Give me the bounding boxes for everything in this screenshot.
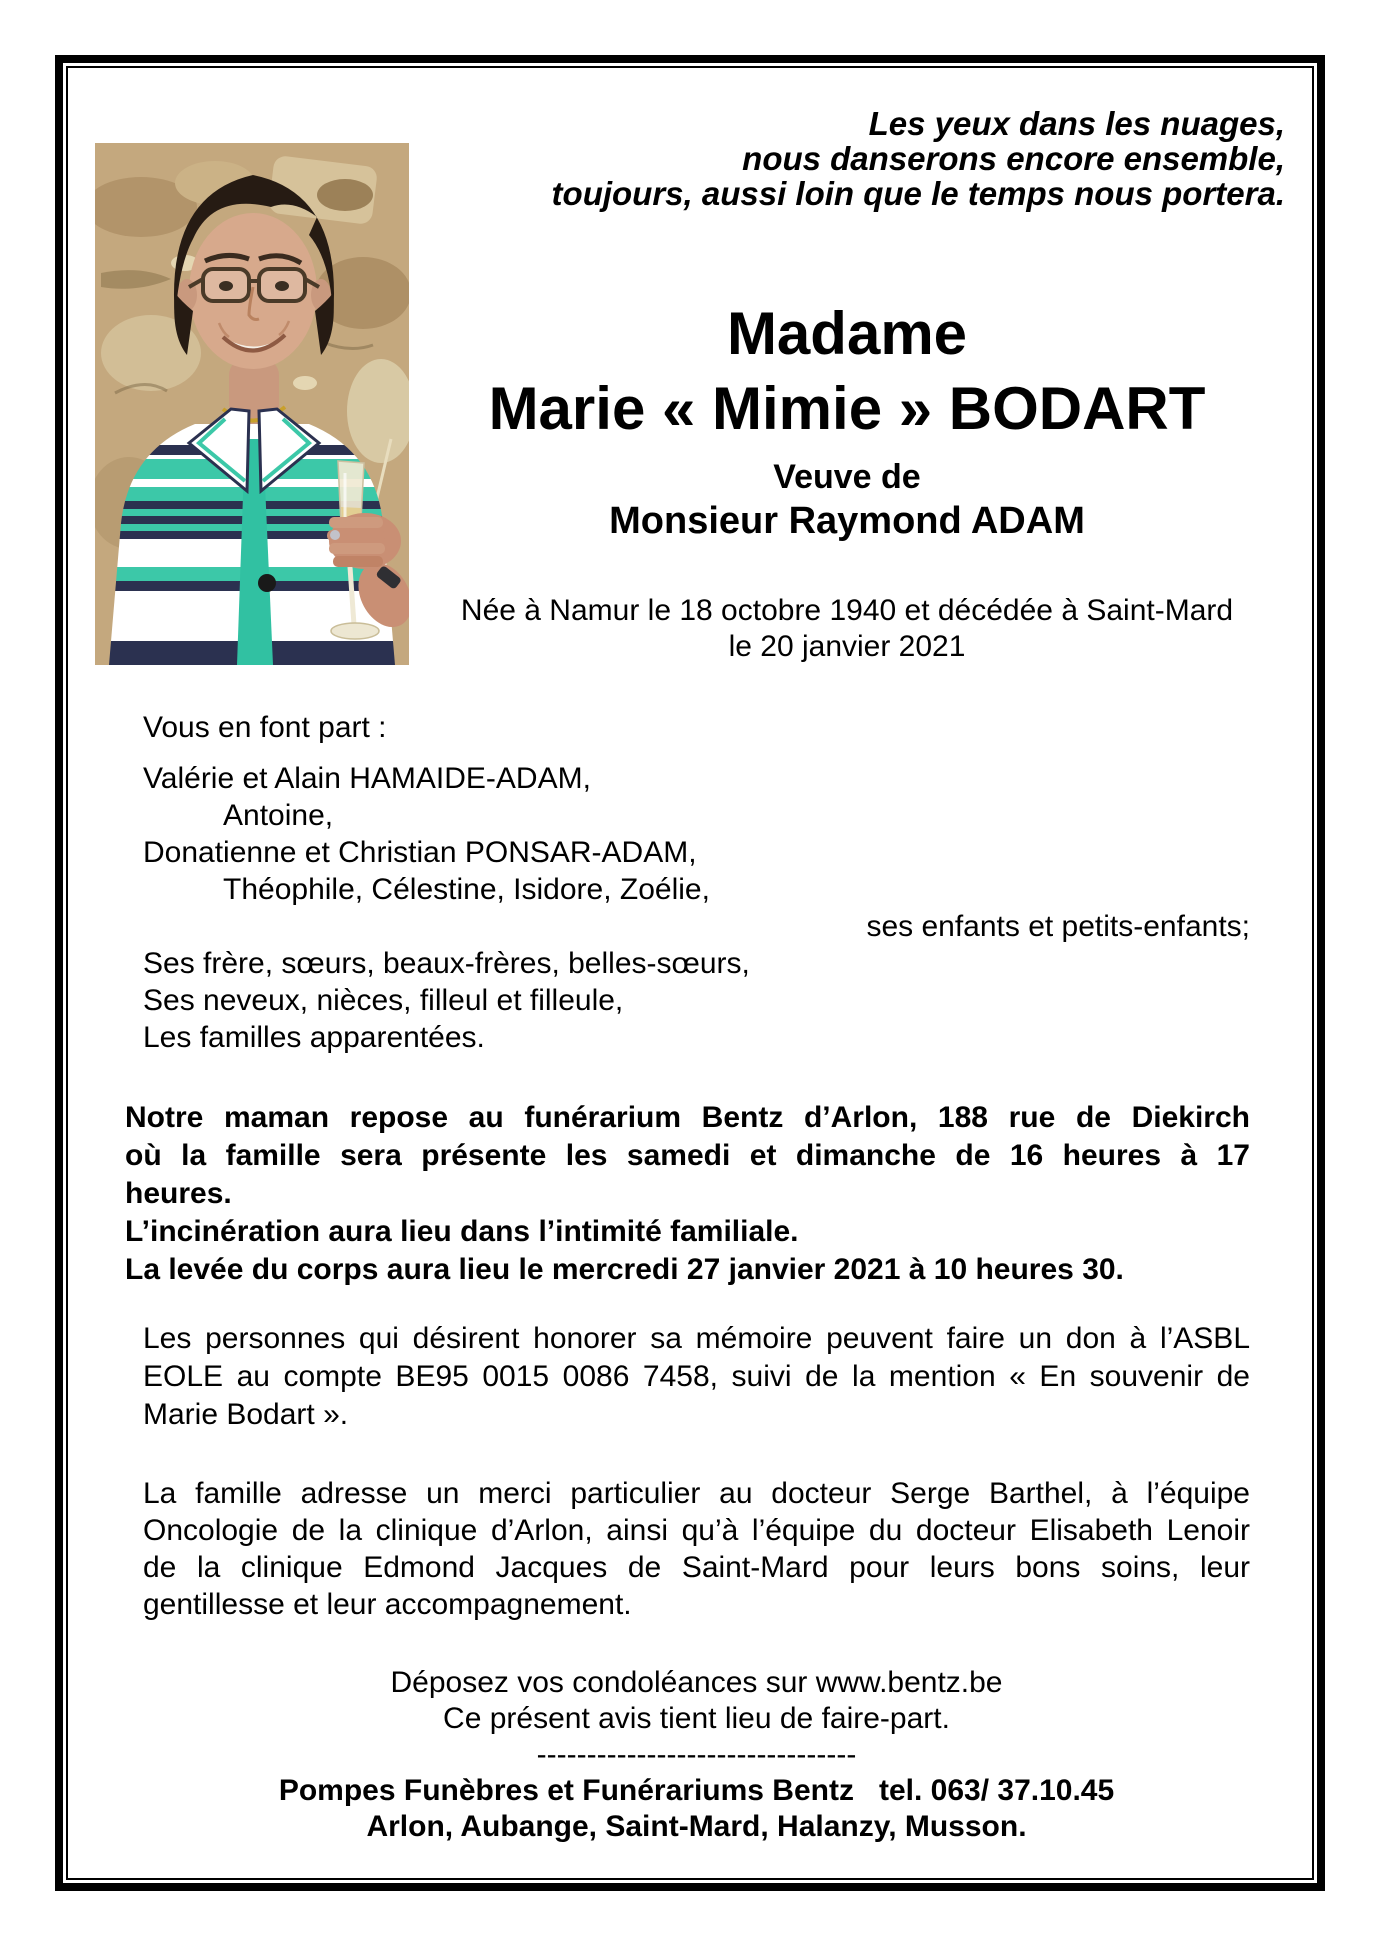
donation-paragraph [143, 1320, 1250, 1434]
funeral-line: La levée du corps aura lieu le mercredi 27 janvier 2021 à 10 heures 30. [125, 1253, 1124, 1286]
thanks-line: La famille adresse un merci particulier au docteur Serge Barthel, à l’équipe [143, 1477, 1250, 1510]
quote-line: nous danserons encore ensemble, [742, 140, 1285, 177]
condolences-line: Déposez vos condoléances sur www.bentz.be [390, 1666, 1003, 1699]
funeral-line: L’incinération aura lieu dans l’intimité familiale. [125, 1215, 799, 1248]
husband-name: Monsieur Raymond ADAM [609, 500, 1085, 542]
memorial-quote [552, 106, 1285, 211]
thanks-paragraph [143, 1475, 1250, 1623]
title-salutation: Madame [726, 300, 968, 367]
family-line: Les familles apparentées. [143, 1021, 485, 1054]
life-dates [409, 593, 1285, 665]
donation-line: Les personnes qui désirent honorer sa mémoire peuvent faire un don à l’ASBL [143, 1322, 1250, 1355]
funeral-home-locations: Arlon, Aubange, Saint-Mard, Halanzy, Musson. [366, 1810, 1027, 1843]
quote-line: Les yeux dans les nuages, [868, 105, 1285, 142]
thanks-line: gentillesse et leur accompagnement. [143, 1588, 632, 1621]
announcement-intro: Vous en font part : [143, 711, 387, 744]
widow-of-label: Veuve de [773, 458, 921, 496]
life-dates-line: Née à Namur le 18 octobre 1940 et décédée à Saint-Mard [460, 594, 1234, 627]
portrait-photo [95, 143, 409, 665]
thanks-line: Oncologie de la clinique d’Arlon, ainsi qu’à l’équipe du docteur Elisabeth Lenoir [143, 1514, 1250, 1547]
deceased-name: Marie « Mimie » BODART [488, 375, 1206, 442]
family-line: Donatienne et Christian PONSAR-ADAM, [143, 836, 697, 869]
footer [143, 1665, 1250, 1845]
family-line: Ses neveux, nièces, filleul et filleule, [143, 984, 624, 1017]
funeral-line: Notre maman repose au funérarium Bentz d’Arlon, 188 rue de Diekirch [125, 1101, 1250, 1134]
family-line: Antoine, [223, 799, 334, 832]
family-line: Théophile, Célestine, Isidore, Zoélie, [223, 873, 710, 906]
life-dates-line: le 20 janvier 2021 [728, 630, 966, 663]
family-line: Valérie et Alain HAMAIDE-ADAM, [143, 762, 591, 795]
separator-dashes: -------------------------------- [536, 1738, 857, 1771]
donation-line: EOLE au compte BE95 0015 0086 7458, suivi de la mention « En souvenir de [143, 1360, 1250, 1393]
funeral-line: où la famille sera présente les samedi et dimanche de 16 heures à 17 [125, 1139, 1250, 1172]
funeral-arrangements [125, 1099, 1250, 1289]
quote-line: toujours, aussi loin que le temps nous portera. [551, 175, 1285, 212]
family-relation-note: ses enfants et petits-enfants; [866, 910, 1250, 943]
funeral-home-name-phone: Pompes Funèbres et Funérariums Bentz tel. 063/ 37.10.45 [278, 1774, 1115, 1807]
notice-line: Ce présent avis tient lieu de faire-part. [443, 1702, 950, 1735]
family-list [143, 760, 1250, 1056]
family-line: Ses frère, sœurs, beaux-frères, belles-sœurs, [143, 947, 750, 980]
thanks-line: de la clinique Edmond Jacques de Saint-Mard pour leurs bons soins, leur [143, 1551, 1250, 1584]
donation-line: Marie Bodart ». [143, 1398, 349, 1431]
funeral-line: heures. [125, 1177, 232, 1210]
